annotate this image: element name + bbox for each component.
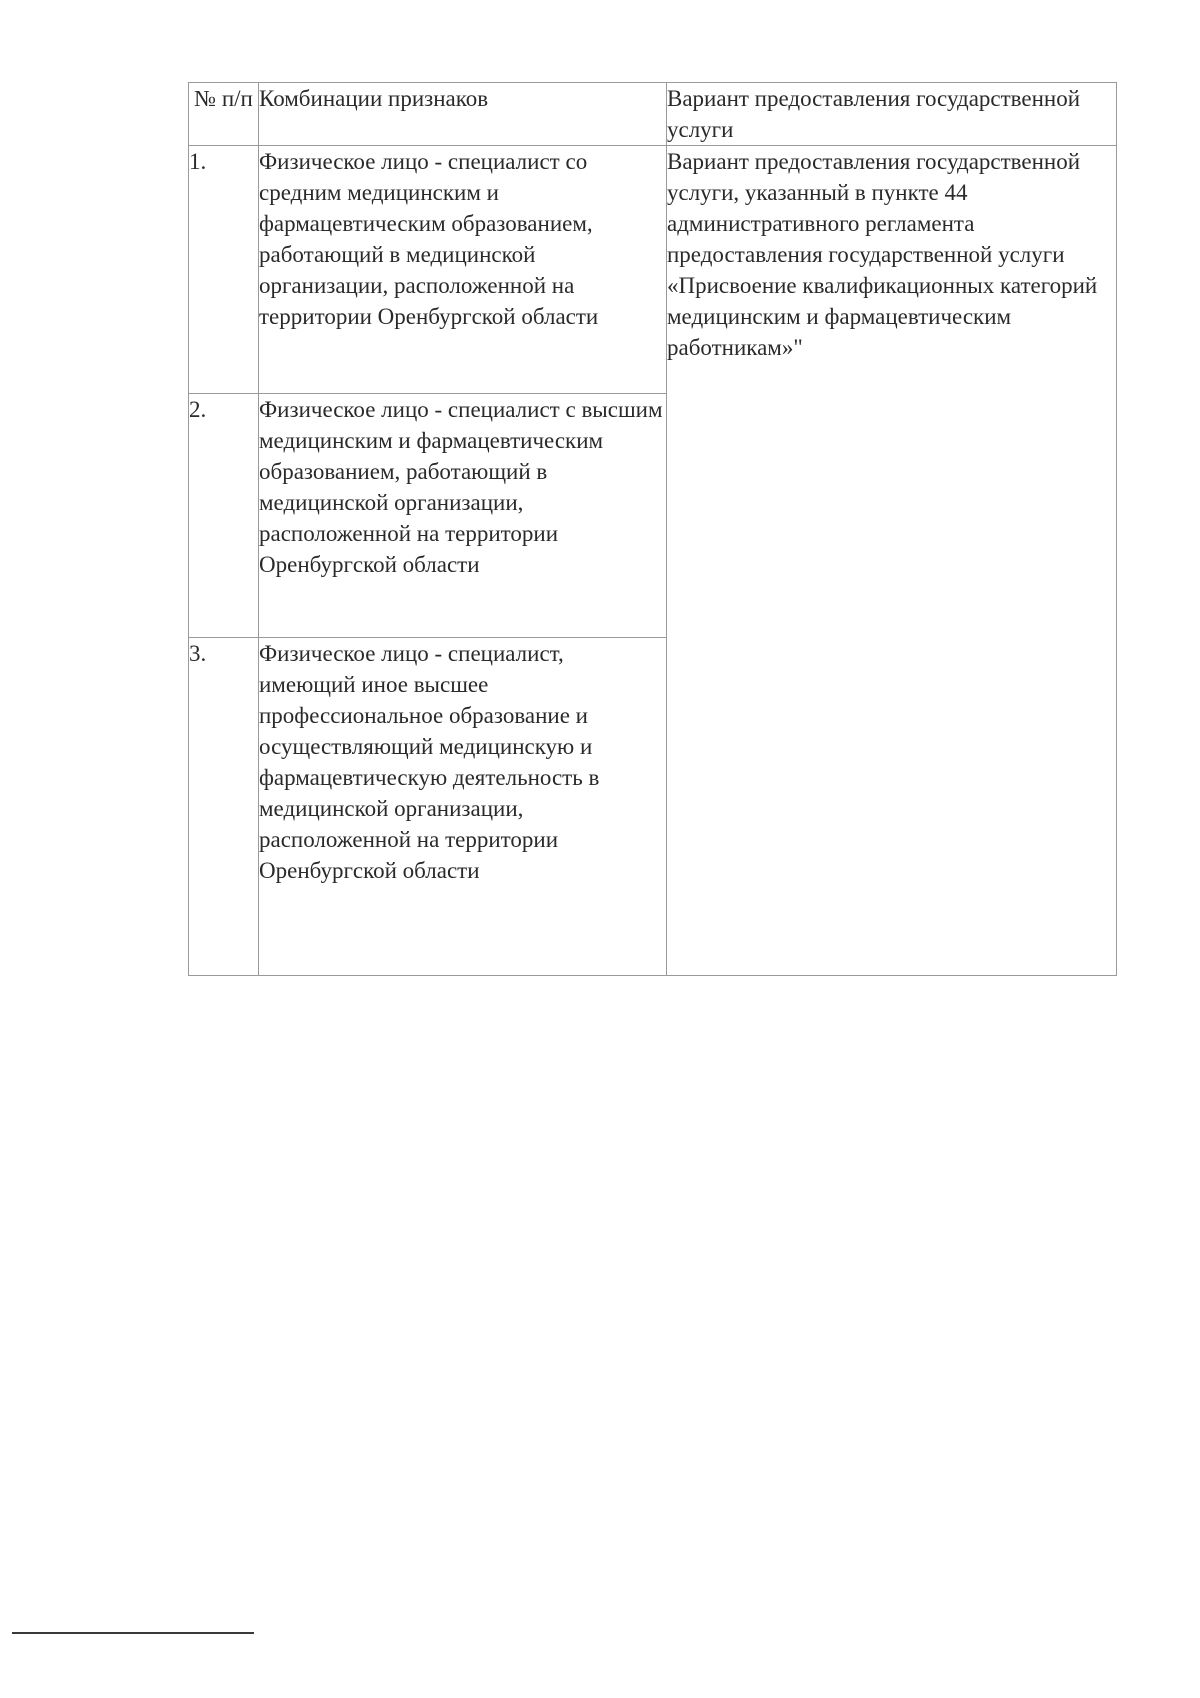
services-variant-table (188, 82, 1117, 976)
row-combination-cell (259, 146, 667, 394)
table-header-row (189, 83, 1117, 146)
row-combination: Физическое лицо - специалист с высшим медицинским и фармацевтическим образованием, работающий в медицинской организации, расположенной на территории Оренбургской области (259, 397, 663, 577)
variant-text: Вариант предоставления государственной услуги, указанный в пункте 44 административного регламента предоставления государственной услуги «Присвоение квалификационных категорий медицинским и фармацевтическим работникам»" (667, 149, 1098, 360)
header-combinations-label: Комбинации признаков (259, 86, 489, 111)
header-variant (667, 83, 1117, 146)
row-number: 1. (189, 149, 207, 174)
row-number-cell (189, 638, 259, 976)
header-number (189, 83, 259, 146)
row-number-cell (189, 394, 259, 638)
header-variant-label: Вариант предоставления государственной услуги (667, 86, 1081, 142)
row-combination: Физическое лицо - специалист со средним медицинским и фармацевтическим образованием, работающий в медицинской организации, расположенной на территории Оренбургской области (259, 149, 599, 329)
row-number: 3. (189, 641, 207, 666)
row-combination-cell (259, 638, 667, 976)
row-combination: Физическое лицо - специалист, имеющий иное высшее профессиональное образование и осуществляющий медицинскую и фармацевтическую деятельность в медицинской организации, расположенной на территории Оренбургской области (259, 641, 600, 883)
row-combination-cell (259, 394, 667, 638)
header-number-label: № п/п (194, 86, 253, 111)
row-number: 2. (189, 397, 207, 422)
table-row (189, 146, 1117, 394)
header-combinations (259, 83, 667, 146)
row-number-cell (189, 146, 259, 394)
variant-cell (667, 146, 1117, 976)
footnote-separator-line (12, 1632, 254, 1634)
